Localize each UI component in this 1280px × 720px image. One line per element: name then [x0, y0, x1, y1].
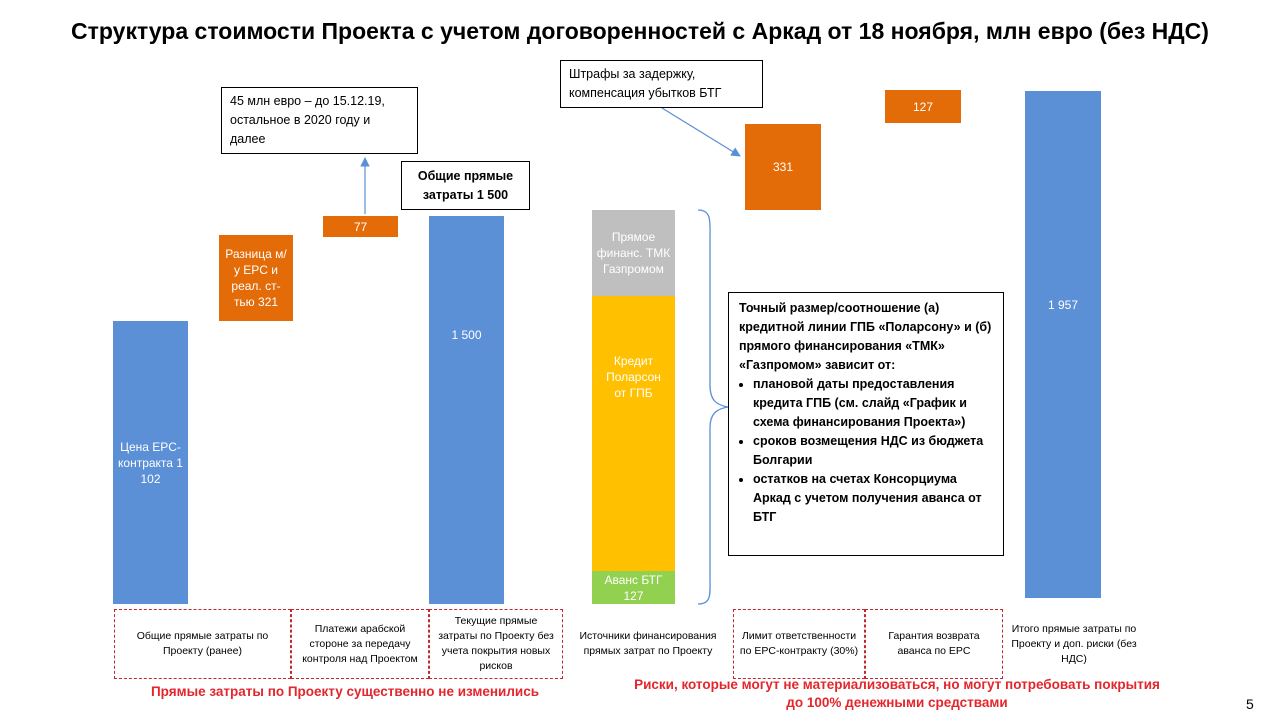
bar-gpb-loan	[592, 296, 675, 571]
financing-note-intro: Точный размер/соотношение (а) кредитной линии ГПБ «Поларсону» и (б) прямого финансирования «ТМК» «Газпромом» зависит от:	[739, 301, 992, 372]
category-label: Гарантия возврата аванса по EPC	[865, 609, 1003, 679]
bar-gpb-loan-label: Кредит Поларсон от ГПБ	[606, 354, 661, 400]
financing-note-item: • плановой даты предоставления кредита ГПБ (см. слайд «График и схема финансирования Проекта»)	[753, 375, 993, 432]
footnote-costs: Прямые затраты по Проекту существенно не изменились	[150, 684, 540, 699]
bar-advance-guarantee	[885, 90, 961, 123]
category-label: Итого прямые затраты по Проекту и доп. риски (без НДС)	[1011, 622, 1137, 665]
bar-btg-advance-label: Аванс БТГ 127	[604, 572, 663, 603]
bar-gazprom-financing	[592, 210, 675, 296]
page-title: Структура стоимости Проекта с учетом договоренностей с Аркад от 18 ноября, млн евро (без НДС)	[71, 18, 1209, 44]
bar-liability-limit-label: 331	[772, 160, 794, 174]
financing-note-item: • остатков на счетах Консорциума Аркад с учетом получения аванса от БТГ	[753, 470, 993, 527]
bar-advance-guarantee-label: 127	[912, 99, 934, 114]
bar-total-costs-label: 1 957	[1047, 298, 1079, 312]
category-label: Общие прямые затраты по Проекту (ранее)	[114, 609, 291, 679]
bar-total-costs	[1025, 91, 1101, 598]
bar-epc-price	[113, 321, 188, 604]
bar-arab-payment	[323, 216, 398, 237]
financing-note-list	[739, 375, 993, 527]
bar-btg-advance	[592, 571, 675, 604]
sources-brace	[698, 210, 728, 604]
bar-current-costs-label: 1 500	[451, 328, 482, 342]
category-label: Лимит ответственности по EPC-контракту (30%)	[733, 609, 865, 679]
bar-gazprom-financing-label: Прямое финанс. ТМК Газпромом	[596, 230, 671, 276]
bar-current-costs	[429, 216, 504, 604]
footnote-risks: Риски, которые могут не материализоваться, но могут потребовать покрытия до 100% денежными средствами	[634, 677, 1160, 710]
bar-epc-price-label: Цена EPC-контракта 1 102	[118, 439, 183, 486]
bar-liability-limit	[745, 124, 821, 210]
financing-note-item: • сроков возмещения НДС из бюджета Болгарии	[753, 432, 993, 470]
payment-schedule-callout: 45 млн евро – до 15.12.19, остальное в 2020 году и далее	[221, 87, 418, 154]
bar-epc-difference-label: Разница м/у EPC и реал. ст-тью 321	[225, 247, 287, 309]
direct-costs-callout: Общие прямые затраты 1 500	[401, 161, 530, 210]
penalties-arrow	[662, 108, 740, 156]
page-number: 5	[1246, 696, 1254, 712]
bar-epc-difference	[219, 235, 293, 321]
category-label: Текущие прямые затраты по Проекту без учета покрытия новых рисков	[429, 609, 563, 679]
bar-arab-payment-label: 77	[353, 219, 368, 234]
penalties-callout: Штрафы за задержку, компенсация убытков БТГ	[560, 60, 763, 108]
category-label: Источники финансирования прямых затрат по Проекту	[579, 630, 717, 657]
financing-note	[728, 292, 1004, 556]
category-label: Платежи арабской стороне за передачу контроля над Проектом	[291, 609, 429, 679]
